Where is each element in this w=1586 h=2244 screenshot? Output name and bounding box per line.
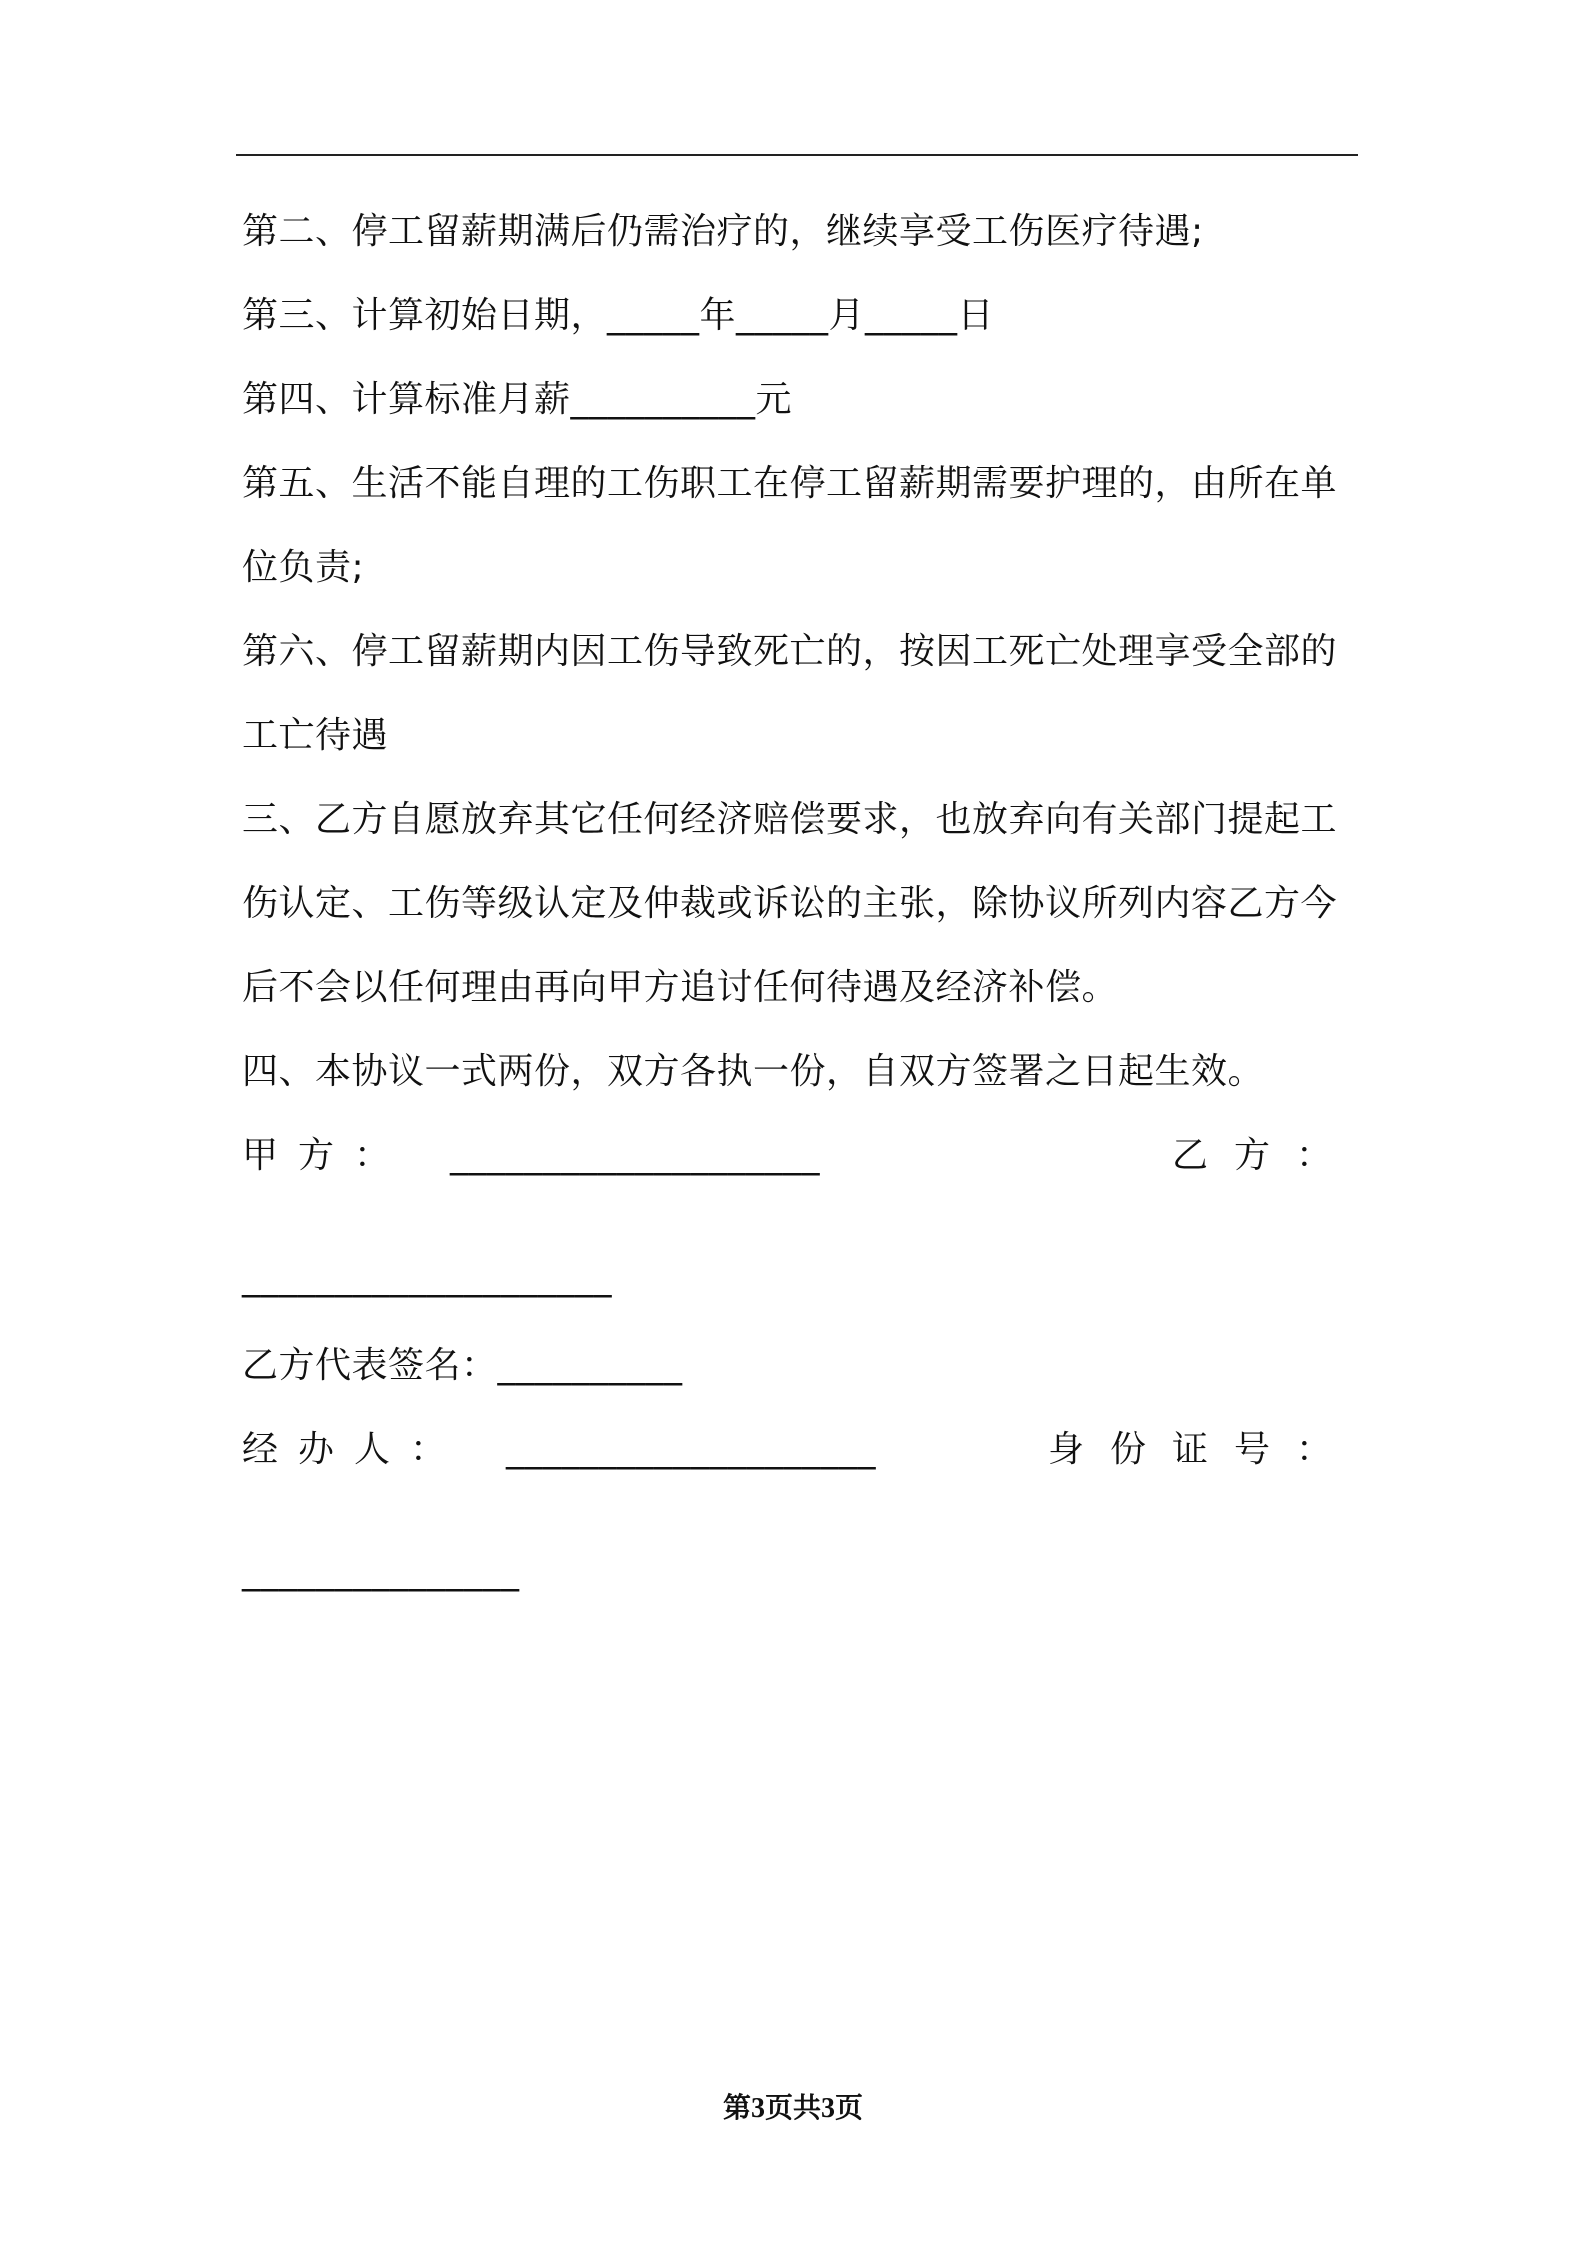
header-divider (236, 154, 1358, 156)
clause-paragraph: 第五、生活不能自理的工伤职工在停工留薪期需要护理的，由所在单位负责; (242, 463, 1338, 588)
party-b-rep-blank[interactable]: __________ (497, 1345, 683, 1386)
clause-paragraph: 第六、停工留薪期内因工伤导致死亡的，按因工死亡处理享受全部的工亡待遇 (242, 631, 1338, 756)
handler-id-row (242, 1408, 1358, 1534)
party-a-signature (242, 1114, 820, 1198)
page-number: 第3页共3页 (722, 2093, 863, 2124)
id-number-line (242, 1534, 1358, 1618)
clause-paragraph: 第二、停工留薪期满后仍需治疗的，继续享受工伤医疗待遇; (242, 211, 1204, 252)
handler-blank[interactable]: ____________________ (506, 1429, 877, 1470)
id-number-label: 身份证号： (1047, 1429, 1358, 1470)
clause-paragraph: 第三、计算初始日期，_____年_____月_____日 (242, 295, 995, 336)
party-b-signature-blank[interactable]: ____________________ (242, 1257, 612, 1298)
party-b-representative-row (242, 1324, 1358, 1408)
document-body (242, 190, 1358, 1618)
party-a-signature-blank[interactable]: ____________________ (450, 1135, 821, 1176)
handler-signature (242, 1408, 876, 1492)
party-b-label: 乙方： (1171, 1135, 1358, 1176)
clause-paragraph: 四、本协议一式两份，双方各执一份，自双方签署之日起生效。 (242, 1051, 1265, 1092)
party-signature-row (242, 1114, 1358, 1240)
id-number-field (1048, 1408, 1358, 1492)
clause-paragraph: 第四、计算标准月薪__________元 (242, 379, 793, 420)
party-b-signature-line (242, 1240, 1358, 1324)
handler-label: 经办人： (242, 1429, 467, 1470)
id-number-blank[interactable]: _______________ (242, 1551, 520, 1592)
party-a-label: 甲方： (242, 1135, 411, 1176)
party-b-rep-label: 乙方代表签名： (242, 1345, 498, 1386)
clause-paragraph: 三、乙方自愿放弃其它任何经济赔偿要求，也放弃向有关部门提起工伤认定、工伤等级认定及仲裁或诉讼的主张，除协议所列内容乙方今后不会以任何理由再向甲方追讨任何待遇及经济补偿。 (242, 799, 1338, 1008)
party-b-signature (1172, 1114, 1358, 1198)
